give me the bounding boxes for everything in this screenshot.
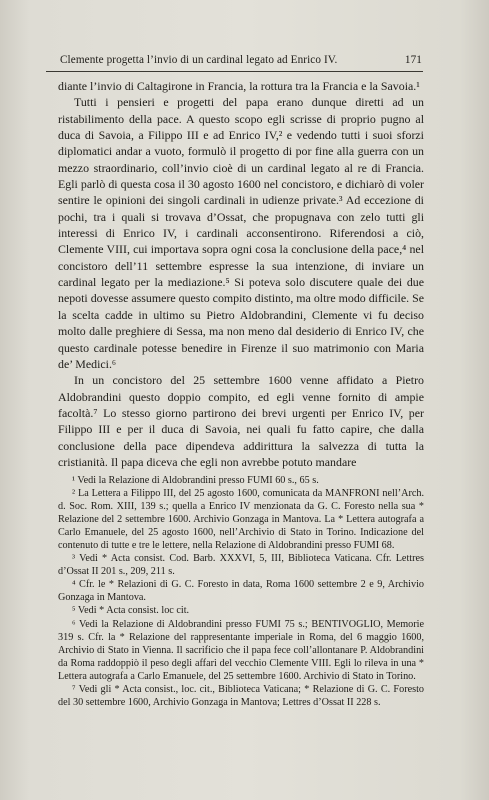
footnote-4: ⁴ Cfr. le * Relazioni di G. C. Foresto in data, Roma 1600 settembre 2 e 9, Archivio Gonzaga in Mantova. (58, 579, 424, 604)
footnote-7: ⁷ Vedi gli * Acta consist., loc. cit., Biblioteca Vaticana; * Relazione di G. C. Foresto del 30 settembre 1600, Archivio Gonzaga in Mantova; Lettres d’Ossat II 228 s. (58, 683, 424, 708)
footnote-2: ² La Lettera a Filippo III, del 25 agosto 1600, comunicata da MANFRONI nell’Arch. d. Soc. Rom. XIII, 139 s.; quella a Enrico IV menzionata da G. C. Foresto nella sua * Relazione del 2 settembre 1600. Archivio Gonzaga in Mantova. La * Lettera autografa a Carlo Emanuele, del 25 agosto 1600, nell’Archivio di Stato in Torino. Indicazione del contenuto di tutte e tre le lettere, nella Relazione di Aldobrandini presso FUMI 68. (58, 488, 424, 552)
running-title: Clemente progetta l’invio di un cardinal legato ad Enrico IV. (60, 54, 338, 66)
header-rule (46, 71, 423, 72)
paragraph-3: In un concistoro del 25 settembre 1600 venne affidato a Pietro Aldobrandini questo doppio compito, ed egli venne fornito di ampie facoltà.⁷ Lo stesso giorno partirono dei brevi urgenti per Enrico IV, per Filippo III e per il duca di Savoia, nei quali fu fatto capire, che dalla conclusione della pace dipendeva addirittura la salvezza di tutta la cristianità. Il papa diceva che egli non avrebbe potuto mandare (58, 373, 424, 469)
footnote-6: ⁶ Vedi la Relazione di Aldobrandini presso FUMI 75 s.; BENTIVOGLIO, Memorie 319 s. Cfr. la * Relazione del rappresentante imperiale in Roma, del 6 maggio 1600, Archivio di Stato in Vienna. Il sacrificio che il papa fece coll’allontanare P. Aldobrandini da Roma raddoppiò il peso degli affari del vecchio Clemente VIII. Egli lo rileva in una * Lettera autografa a Carlo Emanuele, del 25 settembre 1600. Archivio di Stato in Torino. (58, 618, 424, 682)
footnote-1: ¹ Vedi la Relazione di Aldobrandini presso FUMI 60 s., 65 s. (72, 475, 319, 486)
running-header (60, 54, 422, 66)
footnote-5: ⁵ Vedi * Acta consist. loc cit. (72, 605, 190, 617)
footnote-3: ³ Vedi * Acta consist. Cod. Barb. XXXVI, 5, III, Biblioteca Vaticana. Cfr. Lettres d’Ossat II 201 s., 209, 211 s. (58, 553, 424, 578)
footnotes (58, 474, 424, 709)
main-text (58, 78, 424, 470)
paragraph-2: Tutti i pensieri e progetti del papa erano dunque diretti ad un ristabilimento della pace. A questo scopo egli scrisse di proprio pugno al duca di Savoia, a Filippo III e ad Enrico IV,² e vedendo tutti i suoi sforzi diplomatici andar a vuoto, formulò il progetto di por fine alla guerra con un mezzo straordinario, coll’invio cioè di un cardinal legato al re di Francia. Egli parlò di questa cosa il 30 agosto 1600 nel concistoro, e dichiarò di voler sentire le opinioni dei singoli cardinali in udienze private.³ Ad eccezione di pochi, tra i quali si trovava d’Ossat, che propugnava con zelo tutti gli interessi di Enrico IV, i cardinali acconsentirono. Riferendosi a ciò, Clemente VIII, cui importava sopra ogni cosa la conclusione della pace,⁴ nel concistoro dell’11 settembre espresse la sua intenzione, di inviare un cardinal legato per la mediazione.⁵ Si poteva solo discutere quale dei due nepoti dovesse assumere questo compito distinto, ma oltre modo difficile. Se la scelta cadde in ultimo su Pietro Aldobrandini, Clemente vi fu deciso molto dalle preghiere di Sessa, ma non meno dal desiderio di Enrico IV, che questo cardinale potesse benedire in Firenze il suo matrimonio con Maria de’ Medici.⁶ (58, 95, 424, 371)
page-number: 171 (404, 54, 422, 66)
paragraph-1: diante l’invio di Caltagirone in Francia, la rottura tra la Francia e la Savoia.¹ (58, 79, 420, 93)
